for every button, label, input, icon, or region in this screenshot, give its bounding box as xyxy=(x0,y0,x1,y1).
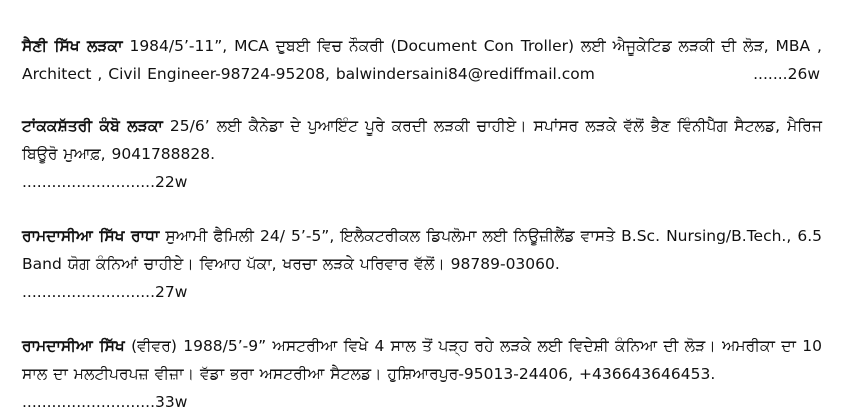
classified-ads-page xyxy=(22,32,822,416)
classified-ad xyxy=(22,32,822,88)
ad-body: ਸੁਆਮੀ ਫੈਮਿਲੀ 24/ 5’-5”, ਇਲੈਕਟਰੀਕਲ ਡਿਪਲੋਮਾ ਲਈ ਨਿਊਜ਼ੀਲੈਂਡ ਵਾਸਤੇ B.Sc. Nursing/B.Tech., 6.5 Band ਯੋਗ ਕੰਨਿਆਂ ਚਾਹੀਏ। ਵਿਆਹ ਪੱਕਾ, ਖਰਚਾ ਲੜਕੇ ਪਰਿਵਾਰ ਵੱਲੋਂ। 98789-03060. xyxy=(22,227,822,273)
ad-body: (ਵੀਵਰ) 1988/5’-9” ਅਸਟਰੀਆ ਵਿਖੇ 4 ਸਾਲ ਤੋਂ ਪੜ੍ਹ ਰਹੇ ਲੜਕੇ ਲਈ ਵਿਦੇਸ਼ੀ ਕੰਨਿਆ ਦੀ ਲੋੜ। ਅਮਰੀਕਾ ਦਾ 10 ਸਾਲ ਦਾ ਮਲਟੀਪਰਪਜ਼ ਵੀਜ਼ਾ। ਵੱਡਾ ਭਰਾ ਅਸਟਰੀਆ ਸੈਟਲਡ। ਹੁਸ਼ਿਆਰਪੁਰ-95013-24406, +436643646453. xyxy=(22,337,822,383)
ad-code: .......26w xyxy=(753,65,820,83)
classified-ad xyxy=(22,112,822,196)
ad-heading: ਟਾਂਕਕਸ਼ੱਤਰੀ ਕੰਬੋ ਲੜਕਾ xyxy=(22,117,163,135)
classified-ad xyxy=(22,332,822,416)
ad-code: ...........................22w xyxy=(22,173,188,191)
ad-body: 1984/5’-11”, MCA ਦੁਬਈ ਵਿਚ ਨੌਕਰੀ (Document Con Troller) ਲਈ ਐਜੂਕੇਟਿਡ ਲੜਕੀ ਦੀ ਲੋੜ, MBA , Architect , Civil Engineer-98724-95208, balwindersaini84@rediffmail.com xyxy=(22,37,822,83)
classified-ad xyxy=(22,222,822,306)
ad-heading: ਰਾਮਦਾਸੀਆ ਸਿੱਖ xyxy=(22,337,125,355)
ad-body: 25/6’ ਲਈ ਕੈਨੇਡਾ ਦੇ ਪੁਆਇੰਟ ਪੂਰੇ ਕਰਦੀ ਲੜਕੀ ਚਾਹੀਏ। ਸਪਾਂਸਰ ਲੜਕੇ ਵੱਲੋਂ ਭੈਣ ਵਿੰਨੀਪੈੱਗ ਸੈਟਲਡ, ਮੈਰਿਜ ਬਿਊਰੋ ਮੁਆਫ਼, 9041788828. xyxy=(22,117,823,163)
ad-code: ...........................27w xyxy=(22,283,188,301)
ad-code: ...........................33w xyxy=(22,393,188,411)
ad-heading: ਸੈਣੀ ਸਿੱਖ ਲੜਕਾ xyxy=(22,37,123,55)
ad-heading: ਰਾਮਦਾਸੀਆ ਸਿੱਖ ਰਾਧਾ xyxy=(22,227,160,245)
